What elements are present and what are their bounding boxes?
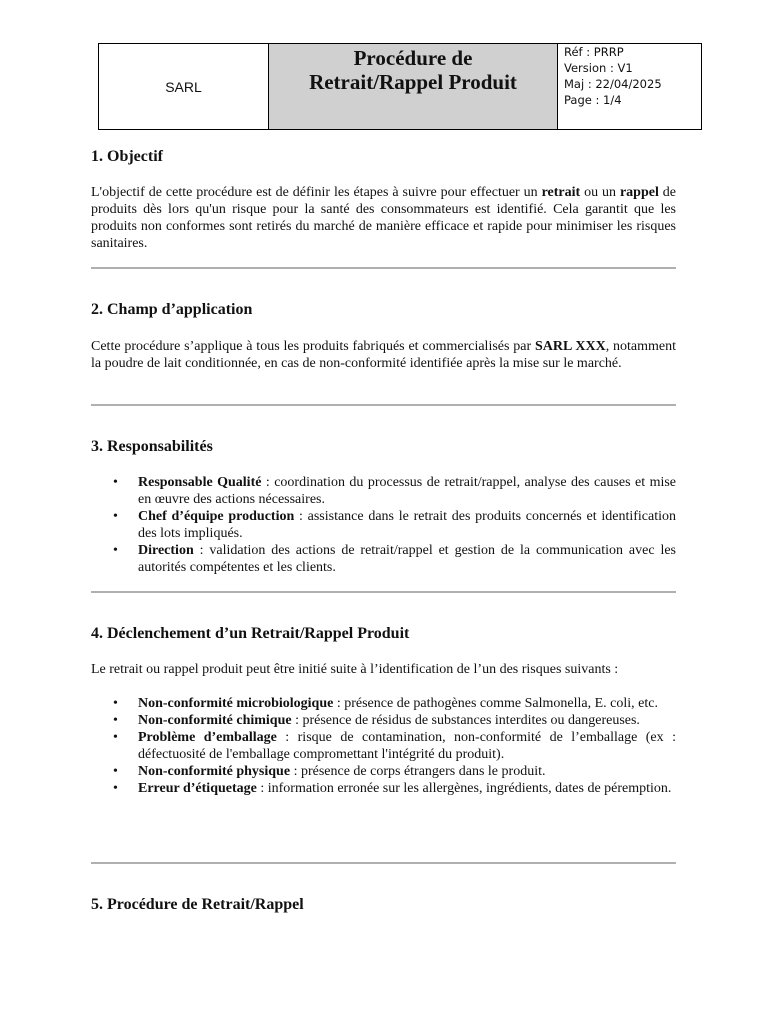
list-item — [91, 508, 676, 542]
responsibilities-list — [91, 474, 676, 576]
item-text: : coordination du processus de retrait/rappel, analyse des causes et mise en œuvre des actions nécessaires. — [138, 475, 677, 507]
company-cell — [99, 44, 269, 129]
s2-bold-company: SARL XXX — [534, 339, 606, 354]
page-number: Page : 1/4 — [564, 93, 622, 107]
item-term: Direction — [138, 543, 194, 558]
list-item — [91, 474, 676, 508]
section-2-heading: 2. Champ d’application — [91, 301, 253, 318]
bullet-icon: • — [113, 696, 118, 711]
list-item — [91, 780, 676, 797]
title-cell — [269, 44, 558, 129]
section-1-paragraph — [91, 184, 676, 252]
divider — [91, 862, 676, 864]
item-text: : assistance dans le retrait des produits concernés et identification des lots impliqués. — [138, 509, 676, 541]
header-table — [98, 43, 702, 130]
bullet-icon: • — [113, 713, 118, 728]
risks-list — [91, 695, 676, 797]
divider — [91, 267, 676, 269]
divider — [91, 404, 676, 406]
item-text: : validation des actions de retrait/rappel et gestion de la communication avec les autorités compétentes et les clients. — [138, 543, 676, 575]
list-item — [91, 542, 676, 576]
item-term: Non-conformité microbiologique — [138, 696, 334, 711]
section-5-heading: 5. Procédure de Retrait/Rappel — [91, 896, 304, 913]
section-4-intro: Le retrait ou rappel produit peut être initié suite à l’identification de l’un des risques suivants : — [91, 662, 619, 677]
item-text: : présence de corps étrangers dans le produit. — [290, 764, 546, 779]
meta-cell — [558, 44, 701, 129]
version-text: Version : V1 — [564, 61, 633, 75]
list-item — [91, 712, 676, 729]
s1-text-2: ou un — [580, 185, 620, 200]
ref-text: Réf : PRRP — [564, 45, 624, 59]
s1-bold-rappel: rappel — [619, 185, 659, 200]
title-line-1: Procédure de — [353, 46, 473, 70]
item-term: Non-conformité physique — [138, 764, 291, 779]
section-2-paragraph — [91, 338, 676, 372]
list-item — [91, 763, 676, 780]
divider — [91, 591, 676, 593]
title-line-2: Retrait/Rappel Produit — [309, 70, 517, 94]
s2-text-2: , notamment la poudre de lait conditionnée, en cas de non-conformité identifiée après la mise sur le marché. — [91, 339, 677, 371]
section-3-heading: 3. Responsabilités — [91, 438, 213, 455]
section-4-heading: 4. Déclenchement d’un Retrait/Rappel Produit — [91, 625, 410, 642]
company-name: SARL — [165, 78, 202, 95]
bullet-icon: • — [113, 475, 118, 490]
s1-bold-retrait: retrait — [541, 185, 581, 200]
s2-text-1: Cette procédure s’applique à tous les produits fabriqués et commercialisés par — [91, 339, 535, 354]
list-item — [91, 695, 676, 712]
item-text: : présence de résidus de substances interdites ou dangereuses. — [291, 713, 640, 728]
list-item — [91, 729, 676, 763]
maj-text: Maj : 22/04/2025 — [564, 77, 662, 91]
bullet-icon: • — [113, 781, 118, 796]
bullet-icon: • — [113, 509, 118, 524]
item-term: Erreur d’étiquetage — [138, 781, 257, 796]
item-term: Non-conformité chimique — [138, 713, 292, 728]
bullet-icon: • — [113, 764, 118, 779]
item-text: : information erronée sur les allergènes, ingrédients, dates de péremption. — [256, 781, 672, 796]
bullet-icon: • — [113, 730, 118, 745]
section-1-heading: 1. Objectif — [91, 148, 163, 165]
s1-text-1: L'objectif de cette procédure est de définir les étapes à suivre pour effectuer un — [91, 185, 542, 200]
item-term: Chef d’équipe production — [138, 509, 295, 524]
item-text: : présence de pathogènes comme Salmonella, E. coli, etc. — [333, 696, 658, 711]
item-text: : risque de contamination, non-conformité de l’emballage (ex : défectuosité de l'emballage compromettant l'intégrité du produit). — [138, 730, 676, 762]
item-term: Problème d’emballage — [138, 730, 277, 745]
bullet-icon: • — [113, 543, 118, 558]
s1-text-3: de produits dès lors qu'un risque pour la santé des consommateurs est identifié. Cela garantit que les produits non conformes sont retirés du marché de manière efficace et rapide pour minimiser les risques sanitaires. — [91, 185, 676, 251]
item-term: Responsable Qualité — [138, 475, 262, 490]
